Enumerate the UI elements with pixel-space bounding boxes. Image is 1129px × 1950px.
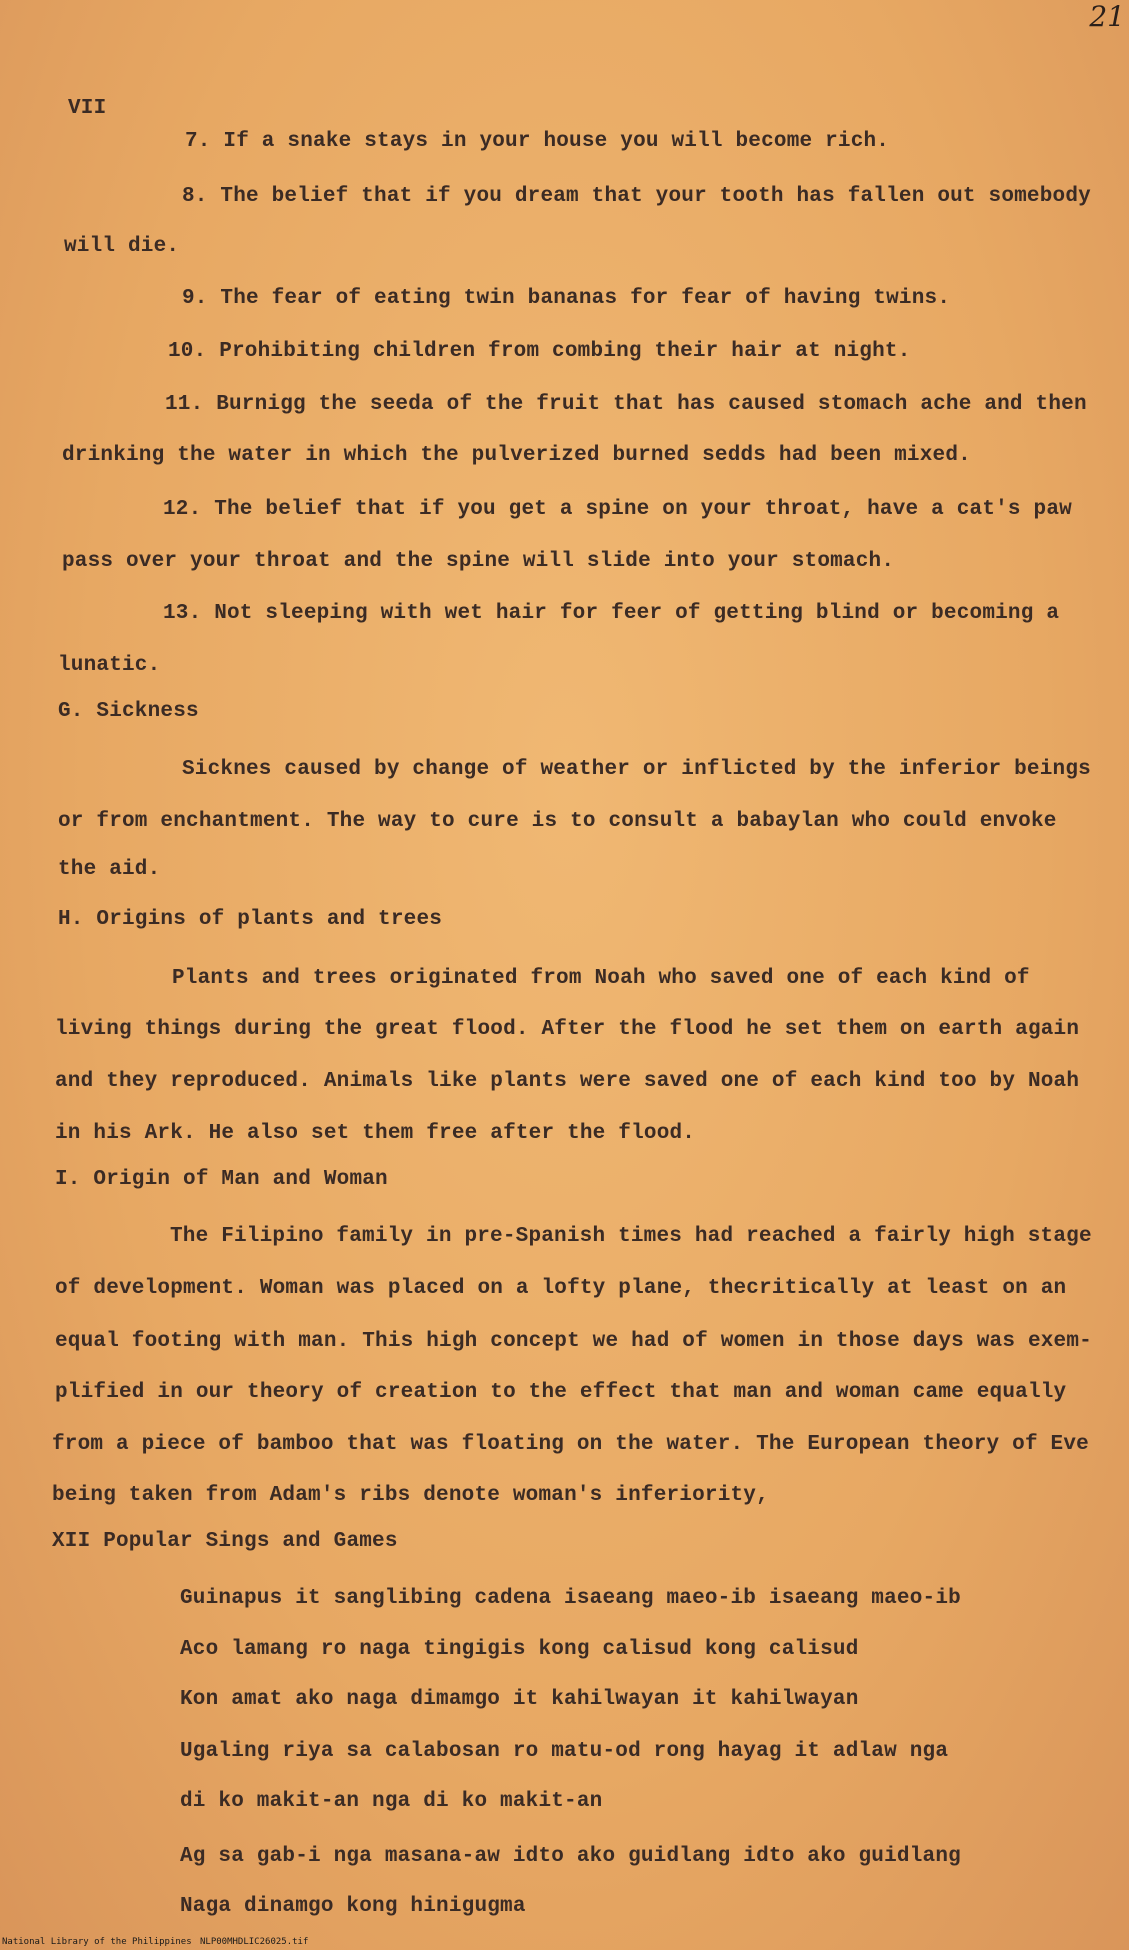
text-line: being taken from Adam's ribs denote woman's inferiority, (52, 1484, 769, 1507)
text-line: drinking the water in which the pulverized burned sedds had been mixed. (62, 444, 971, 467)
text-line: The Filipino family in pre-Spanish times had reached a fairly high stage (170, 1225, 1092, 1248)
text-line: Plants and trees originated from Noah who saved one of each kind of (172, 967, 1030, 990)
text-line: will die. (64, 235, 180, 258)
text-line: 9. The fear of eating twin bananas for fear of having twins. (182, 287, 951, 310)
text-line: pass over your throat and the spine will slide into your stomach. (62, 550, 895, 573)
page-number: 21 (1089, 0, 1125, 33)
text-line: 13. Not sleeping with wet hair for feer of getting blind or becoming a (163, 602, 1060, 625)
text-line: 8. The belief that if you dream that your tooth has fallen out somebody (182, 185, 1091, 208)
text-line: living things during the great flood. After the flood he set them on earth again (55, 1018, 1080, 1041)
text-line: 11. Burnigg the seeda of the fruit that has caused stomach ache and then (165, 393, 1087, 416)
song-line: Naga dinamgo kong hinigugma (180, 1895, 526, 1918)
text-line: or from enchantment. The way to cure is to consult a babaylan who could envoke (58, 810, 1057, 833)
footer-source: National Library of the Philippines (2, 1937, 192, 1947)
text-line: plified in our theory of creation to the effect that man and woman came equally (55, 1381, 1067, 1404)
song-line: di ko makit-an nga di ko makit-an (180, 1790, 603, 1813)
section-heading-g: G. Sickness (58, 700, 199, 723)
text-line: Sicknes caused by change of weather or inflicted by the inferior beings (182, 758, 1091, 781)
text-line: and they reproduced. Animals like plants were saved one of each kind too by Noah (55, 1070, 1080, 1093)
footer-bar (0, 1936, 1129, 1950)
text-line: 10. Prohibiting children from combing their hair at night. (168, 340, 911, 363)
text-line: in his Ark. He also set them free after the flood. (55, 1122, 696, 1145)
song-line: Guinapus it sanglibing cadena isaeang maeo-ib isaeang maeo-ib (180, 1587, 961, 1610)
song-line: Ugaling riya sa calabosan ro matu-od rong hayag it adlaw nga (180, 1740, 949, 1763)
text-line: from a piece of bamboo that was floating on the water. The European theory of Eve (52, 1433, 1089, 1456)
song-line: Aco lamang ro naga tingigis kong calisud kong calisud (180, 1638, 859, 1661)
text-line: the aid. (58, 858, 161, 881)
section-heading-vii: VII (68, 97, 107, 120)
song-line: Kon amat ako naga dimamgo it kahilwayan it kahilwayan (180, 1688, 859, 1711)
section-heading-h: H. Origins of plants and trees (58, 908, 443, 931)
footer-filename: NLP00MHDLIC26025.tif (200, 1937, 309, 1947)
song-line: Ag sa gab-i nga masana-aw idto ako guidlang idto ako guidlang (180, 1845, 961, 1868)
text-line: 7. If a snake stays in your house you will become rich. (185, 130, 890, 153)
section-heading-i: I. Origin of Man and Woman (55, 1168, 388, 1191)
text-line: lunatic. (58, 654, 161, 677)
text-line: 12. The belief that if you get a spine on your throat, have a cat's paw (163, 498, 1072, 521)
text-line: equal footing with man. This high concept we had of women in those days was exem- (55, 1330, 1092, 1353)
text-line: of development. Woman was placed on a lofty plane, thecritically at least on an (55, 1277, 1067, 1300)
section-heading-xii: XII Popular Sings and Games (52, 1530, 398, 1553)
